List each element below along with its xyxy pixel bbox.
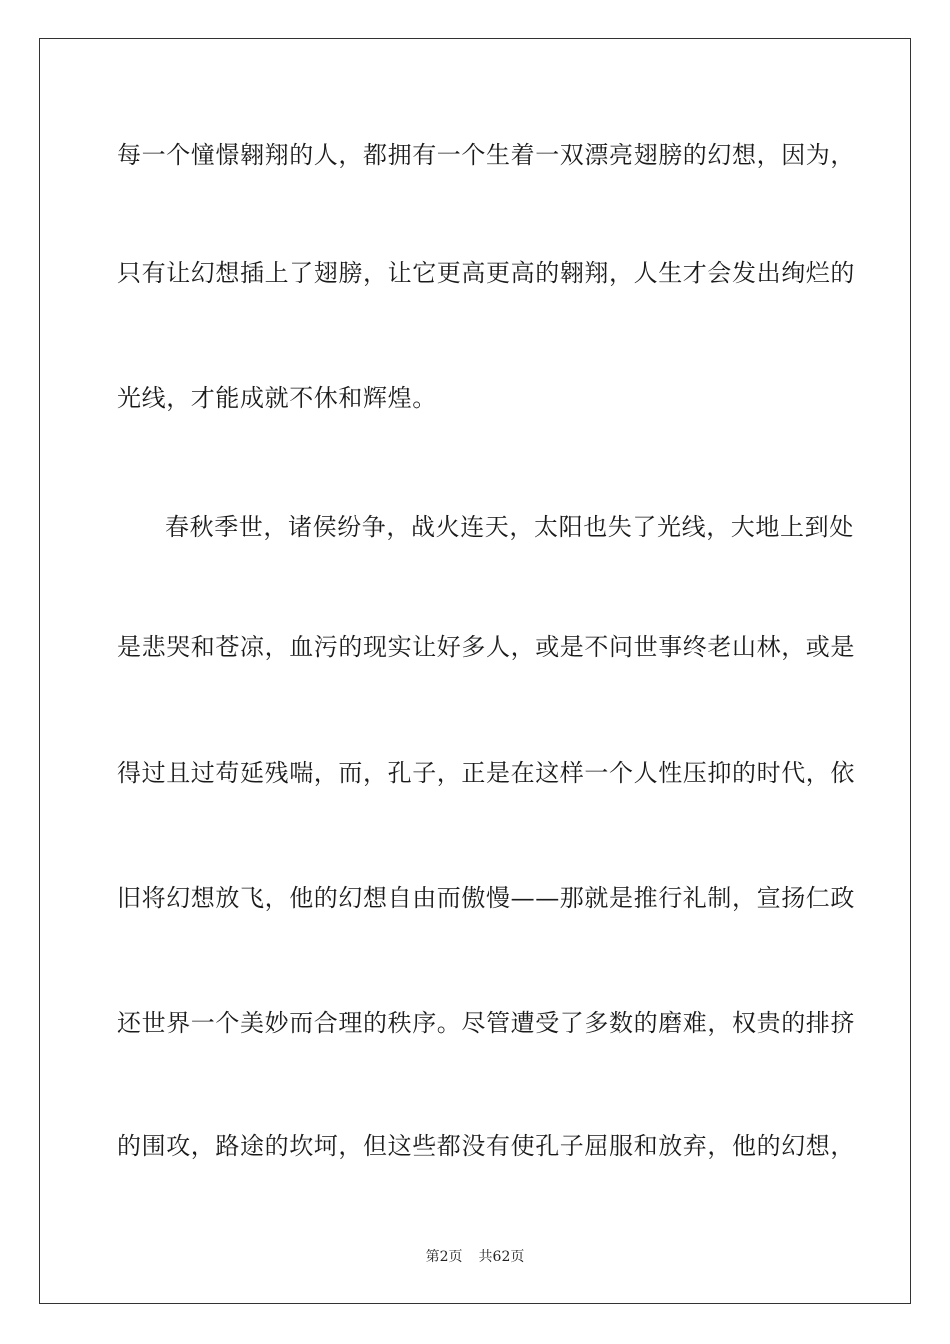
page-footer [0, 1248, 950, 1266]
paragraph-line: 得过且过苟延残喘，而，孔子，正是在这样一个人性压抑的时代，依 [117, 759, 855, 787]
paragraph-line: 每一个憧憬翱翔的人，都拥有一个生着一双漂亮翅膀的幻想，因为， [117, 141, 855, 169]
paragraph-line: 旧将幻想放飞，他的幻想自由而傲慢——那就是推行礼制，宣扬仁政 [117, 884, 855, 912]
paragraph-line: 是悲哭和苍凉，血污的现实让好多人，或是不问世事终老山林，或是 [117, 633, 855, 661]
page-total: 共62页 [478, 1249, 525, 1265]
paragraph-line: 春秋季世，诸侯纷争，战火连天，太阳也失了光线，大地上到处 [165, 513, 854, 541]
page-number: 第2页 [425, 1249, 463, 1265]
paragraph-line: 还世界一个美妙而合理的秩序。尽管遭受了多数的磨难，权贵的排挤 [117, 1009, 855, 1037]
paragraph-line: 只有让幻想插上了翅膀，让它更高更高的翱翔，人生才会发出绚烂的 [117, 259, 855, 287]
paragraph-line: 的围攻，路途的坎坷，但这些都没有使孔子屈服和放弃，他的幻想， [117, 1132, 855, 1160]
page-border [39, 38, 911, 1304]
paragraph-line: 光线，才能成就不休和辉煌。 [117, 384, 437, 412]
